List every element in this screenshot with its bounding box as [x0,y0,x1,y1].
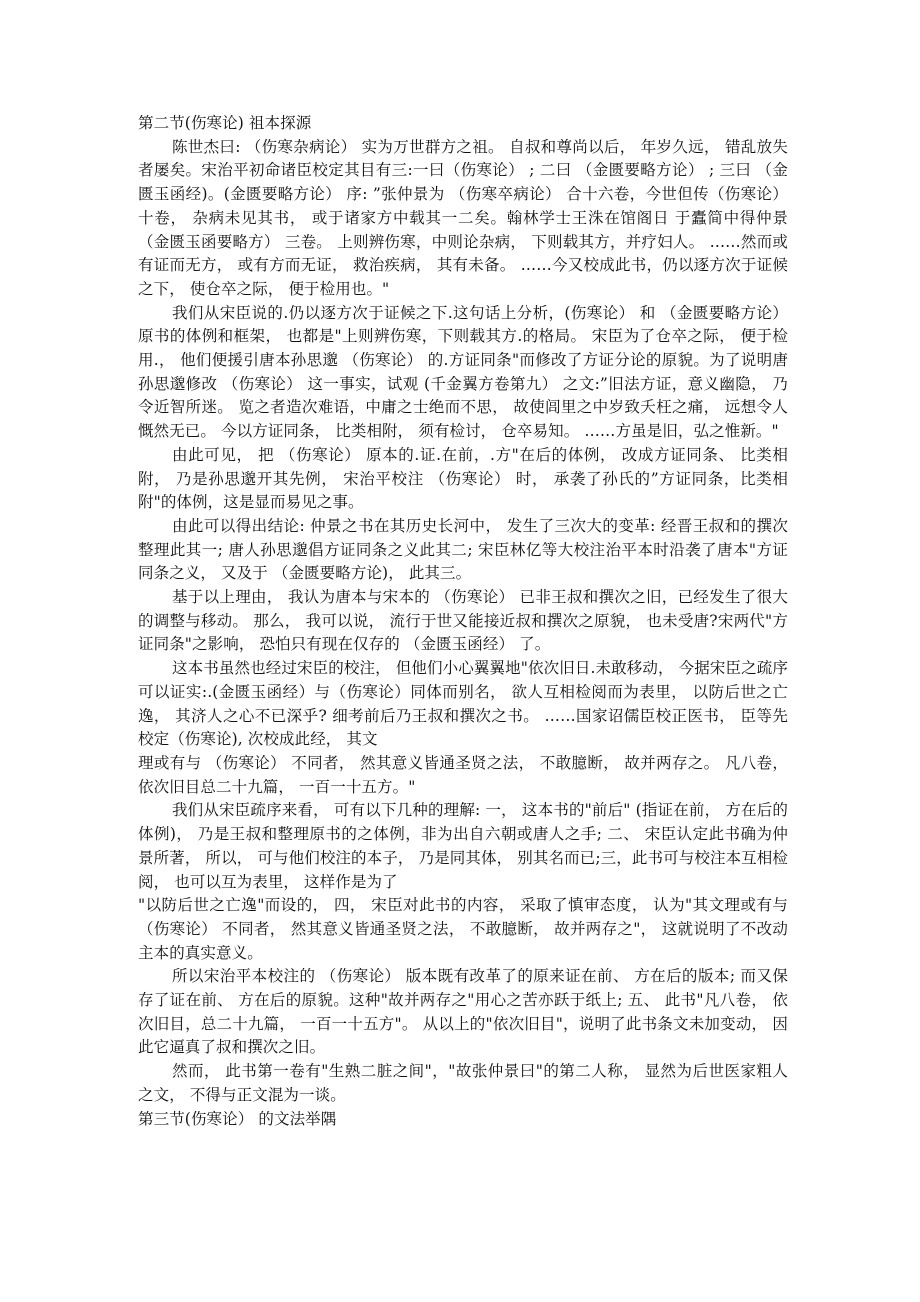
section-title: 第二节(伤寒论) 祖本探源 [138,114,312,132]
paragraph-2: 我们从宋臣说的.仍以逐方次于证候之下.这句话上分析，(伤寒论） 和 （金匮要略方论）原书的体例和框架， 也都是"上则辨伤寒，下则载其方.的格局。 宋臣为了仓卒之际， 便于检用.， 他们便援引唐本孙思邈 （伤寒论） 的.方证同条"而修改了方证分论的原貌。为了说明唐孙思邈修改 （伤寒论） 这一事实，试观 (千金翼方卷第九） 之文:”旧法方证，意义幽隐， 乃令近智所迷。 览之者造次难语，中庸之士绝而不思， 故使闾里之中岁致夭枉之痛， 远想令人慨然无已。 今以方证同条， 比类相附， 须有检讨， 仓卒易知。 ……方虽是旧，弘之惟新。" [138,303,788,441]
paragraph-1: 陈世杰曰: （伤寒杂病论） 实为万世群方之祖。 自叔和尊尚以后， 年岁久远， 错乱放失者屡矣。宋治平初命诸臣校定其目有三:一曰（伤寒论） ; 二曰 （金匮要略方论） ; 三曰 （金匮玉函经)。(金匮要略方论） 序: ”张仲景为 （伤寒卒病论） 合十六卷，今世但传（伤寒论） 十卷， 杂病未见其书， 或于诸家方中载其一二矣。翰林学士王洙在馆阁日 于蠹简中得仲景 （金匮玉函要略方） 三卷。 上则辨伤寒，中则论杂病， 下则载其方，并疗妇人。 ……然而或有证而无方， 或有方而无证， 救治疾病， 其有未备。 ……今又校成此书，仍以逐方次于证候之下， 使仓卒之际， 便于检用也。" [138,137,788,298]
paragraph-5: 基于以上理由， 我认为唐本与宋本的 （伤寒论） 已非王叔和撰次之旧，已经发生了很大的调整与移动。 那么， 我可以说， 流行于世又能接近叔和撰次之原貌， 也未受唐?宋两代"方证同条"之影响， 恐怕只有现在仅存的 （金匮玉函经） 了。 [138,588,788,654]
paragraph-6-continued: 理或有与 （伤寒论） 不同者， 然其意义皆通圣贤之法， 不敢臆断， 故并两存之。 凡八卷， 依次旧目总二十九篇， 一百一十五方。" [138,753,788,796]
paragraph-7: 我们从宋臣疏序来看， 可有以下几种的理解: 一， 这本书的"前后" (指证在前， 方在后的体例)， 乃是王叔和整理原书的之体例，非为出自六朝或唐人之手; 二、 宋臣认定此书确为仲景所著， 所以， 可与他们校注的本子， 乃是同其体， 别其名而已;三，此书可与校注本互相检阅， 也可以互为表里， 这样作是为了 [138,801,788,891]
paragraph-7-continued: "以防后世之亡逸"而设的， 四， 宋臣对此书的内容， 采取了慎审态度， 认为"其文理或有与 （伤寒论） 不同者， 然其意义皆通圣贤之法， 不敢臆断， 故并两存之"， 这就说明了不改动主本的真实意义。 [138,896,788,962]
next-section-title: 第三节(伤寒论） 的文法举隅 [138,1109,337,1128]
paragraph-9: 然而， 此书第一卷有"生熟二脏之间"，"故张仲景曰"的第二人称， 显然为后世医家粗人之文， 不得与正文混为一谈。 [138,1062,788,1104]
paragraph-4: 由此可以得出结论: 仲景之书在其历史长河中， 发生了三次大的变革: 经晋王叔和的撰次整理此其一; 唐人孙思邈倡方证同条之义此其二; 宋臣林亿等大校注治平本时沿袭了唐本"方证同条之义， 又及于 （金匮要略方论)， 此其三。 [138,516,788,583]
paragraph-6: 这本书虽然也经过宋臣的校注， 但他们小心翼翼地"依次旧日.未敢移动， 今据宋臣之疏序可以证实:.(金匮玉函经）与（伤寒论）同体而别名， 欲人互相检阅而为表里， 以防后世之亡逸， 其济人之心不已深乎? 细考前后乃王叔和撰次之书。 ……国家诏儒臣校正医书， 臣等先校定（伤寒论), 次校成此经， 其文 [138,659,788,749]
document-page [138,112,788,1131]
paragraph-3: 由此可见， 把 （伤寒论） 原本的.证.在前，.方"在后的体例， 改成方证同条、 比类相附， 乃是孙思邈开其先例， 宋治平校注 （伤寒论） 时， 承袭了孙氏的”方证同条，比类相附"的体例，这是显而易见之事。 [138,445,788,512]
paragraph-8: 所以宋治平本校注的 （伤寒论） 版本既有改革了的原来证在前、 方在后的版本; 而又保存了证在前、 方在后的原貌。这种"故并两存之"用心之苦亦跃于纸上; 五、 此书"凡八卷， 依次旧目，总二十九篇， 一百一十五方"。 从以上的"依次旧目"，说明了此书条文未加变动， 因此它逼真了叔和撰次之旧。 [138,967,788,1057]
